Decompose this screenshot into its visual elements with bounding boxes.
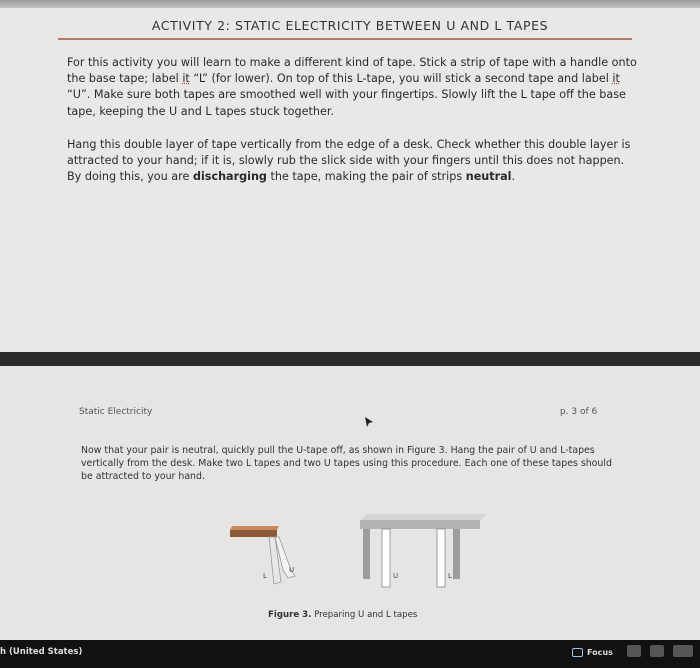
text-run: “L” (for lower). On top of this L-tape, you will stick a second tape and label — [189, 72, 613, 86]
proofing-underline: it — [182, 72, 190, 86]
label-l-table: L — [448, 572, 452, 580]
document-page-1 — [0, 8, 700, 352]
read-mode-view-icon[interactable] — [673, 645, 693, 657]
figure-3-illustration — [225, 512, 490, 607]
document-page-2 — [0, 366, 700, 640]
text-run: For this activity you will learn to make a different kind of tape. Stick a strip of tape with a handle onto the base tape; label — [67, 56, 637, 86]
focus-icon — [572, 648, 583, 657]
desk-edge-left — [230, 526, 279, 537]
hanging-tape-u — [382, 529, 390, 587]
hanging-tape-l — [437, 529, 445, 587]
status-bar — [0, 640, 700, 668]
label-u-left: U — [289, 566, 295, 574]
paragraph-instructions — [67, 55, 637, 120]
page-gap — [0, 352, 700, 366]
label-l-left: L — [263, 572, 267, 580]
text-run: Hang this double layer of tape vertically from the edge of a desk. Check whether this double layer is attracted to your hand; if it is, slowly rub the slick side with your fingers until this does not happen. By doing this, you are — [67, 138, 631, 184]
focus-mode-button[interactable] — [572, 645, 613, 659]
mouse-pointer-icon — [364, 416, 374, 428]
text-run: the tape, making the pair of strips — [266, 170, 466, 184]
focus-label: Focus — [587, 647, 613, 657]
caption-number: Figure 3. — [268, 610, 312, 620]
proofing-underline: it — [612, 72, 620, 86]
text-run: . — [511, 170, 516, 184]
tape-pair-pulled — [269, 537, 295, 584]
paragraph-pull-u-tape: Now that your pair is neutral, quickly pull the U-tape off, as shown in Figure 3. Hang the pair of U and L-tapes vertically from the desk. Make two L tapes and two U tapes using this procedure. Each one of these tapes should be attracted to your hand. — [81, 445, 612, 482]
web-layout-view-icon[interactable] — [650, 645, 664, 657]
term-neutral: neutral — [465, 170, 512, 184]
table-drawing — [360, 514, 487, 579]
paragraph-hang-tape — [67, 137, 637, 186]
running-header: Static Electricity — [79, 407, 153, 417]
activity-title: ACTIVITY 2: STATIC ELECTRICITY BETWEEN U AND L TAPES — [151, 18, 549, 33]
term-discharging: discharging — [192, 170, 267, 184]
print-layout-view-icon[interactable] — [627, 645, 641, 657]
label-u-table: U — [393, 572, 399, 580]
title-divider — [58, 38, 632, 40]
figure-caption — [268, 610, 417, 620]
caption-text: Preparing U and L tapes — [311, 610, 418, 620]
page-number: p. 3 of 6 — [560, 407, 598, 417]
language-indicator[interactable]: h (United States) — [0, 647, 83, 657]
text-run: “U”. Make sure both tapes are smoothed well with your fingertips. Slowly lift the L tape off the base tape, keeping the U and L tapes stuck together. — [67, 88, 626, 118]
